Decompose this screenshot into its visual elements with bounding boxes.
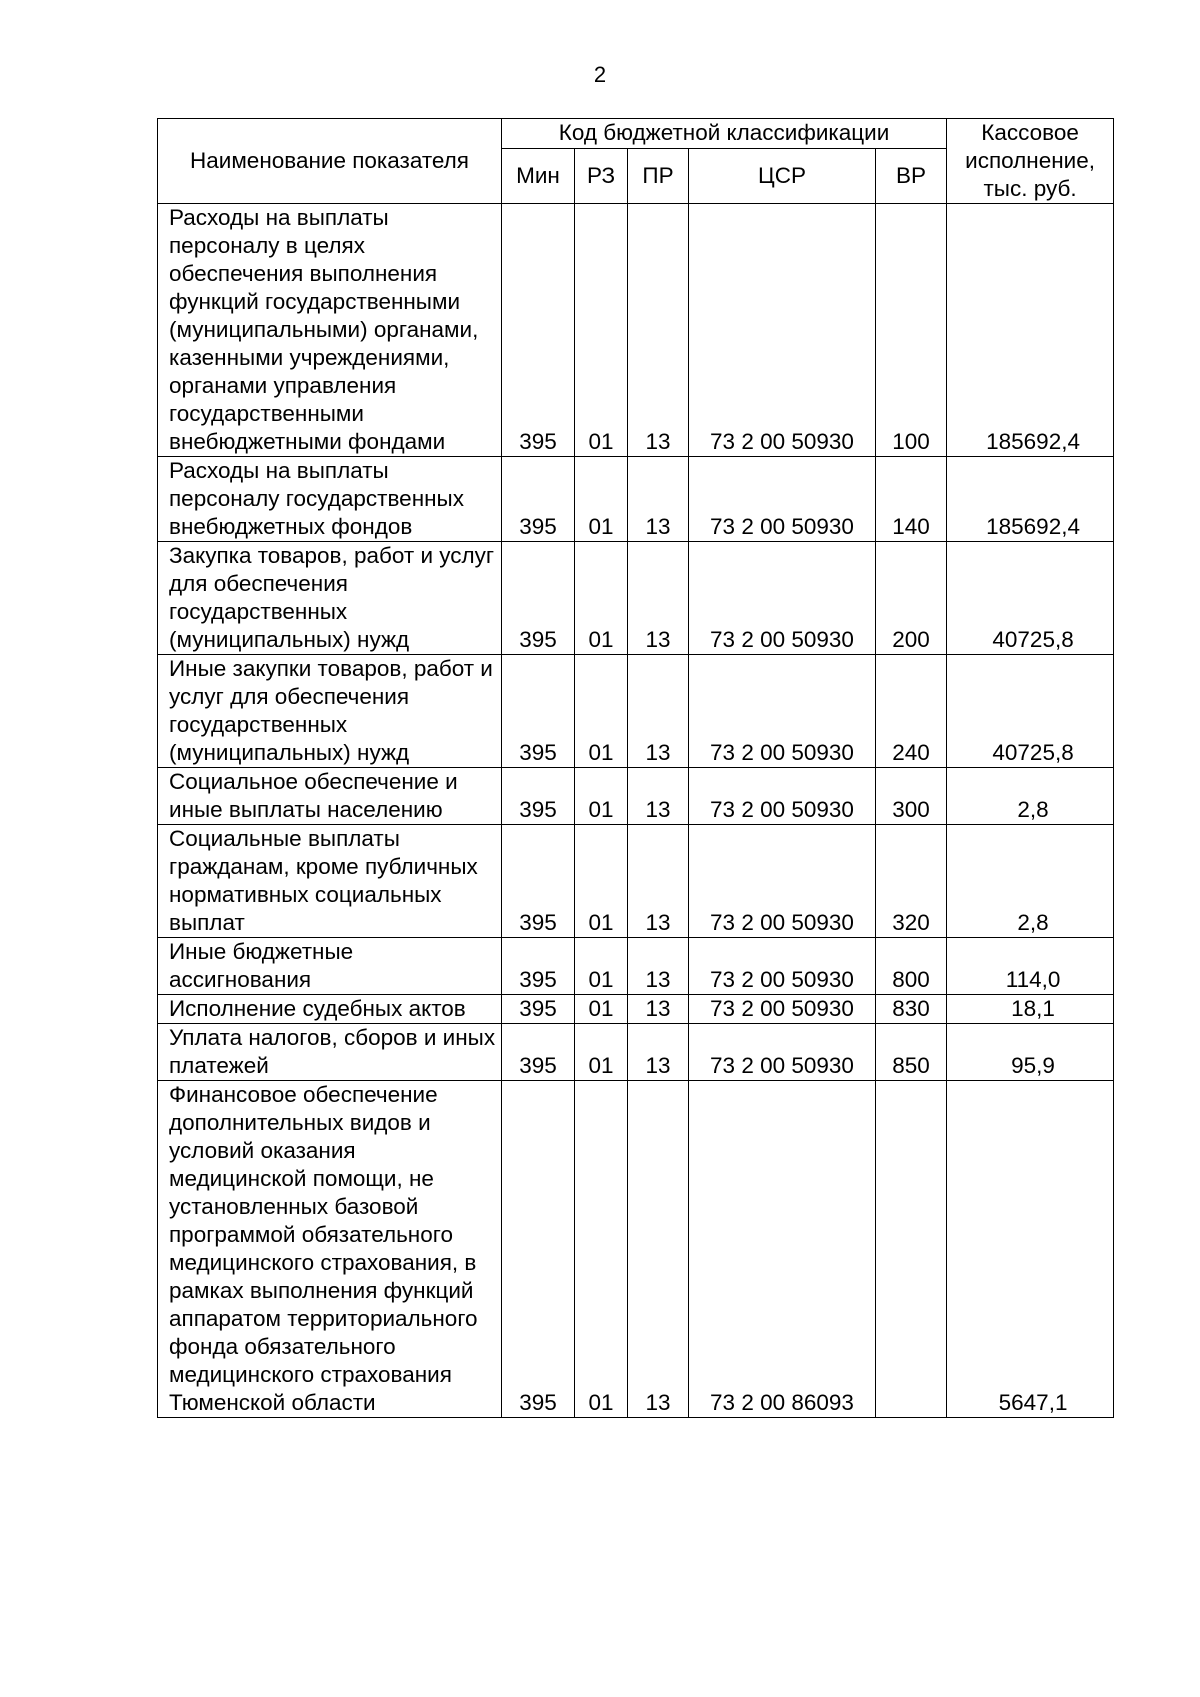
cell-csr: 73 2 00 50930 <box>689 768 876 825</box>
cell-csr: 73 2 00 50930 <box>689 655 876 768</box>
header-vr: ВР <box>876 148 947 203</box>
cell-pr: 13 <box>628 938 689 995</box>
table-row <box>158 457 1114 542</box>
cell-amount: 2,8 <box>947 825 1114 938</box>
cell-rz: 01 <box>575 457 628 542</box>
cell-csr: 73 2 00 50930 <box>689 204 876 457</box>
table-row <box>158 655 1114 768</box>
cell-rz: 01 <box>575 655 628 768</box>
cell-vr: 800 <box>876 938 947 995</box>
cell-pr: 13 <box>628 542 689 655</box>
cell-pr: 13 <box>628 768 689 825</box>
cell-rz: 01 <box>575 1081 628 1418</box>
table-row <box>158 1081 1114 1418</box>
cell-min: 395 <box>502 1024 575 1081</box>
cell-vr: 830 <box>876 995 947 1024</box>
cell-amount: 95,9 <box>947 1024 1114 1081</box>
cell-amount: 40725,8 <box>947 542 1114 655</box>
cell-pr: 13 <box>628 995 689 1024</box>
cell-csr: 73 2 00 86093 <box>689 1081 876 1418</box>
table-row <box>158 542 1114 655</box>
header-csr: ЦСР <box>689 148 876 203</box>
cell-name: Закупка товаров, работ и услуг для обеспечения государственных (муниципальных) нужд <box>158 542 502 655</box>
cell-rz: 01 <box>575 542 628 655</box>
header-amount: Кассовое исполнение, тыс. руб. <box>947 119 1114 204</box>
table-header <box>158 119 1114 204</box>
cell-rz: 01 <box>575 204 628 457</box>
cell-csr: 73 2 00 50930 <box>689 457 876 542</box>
table-row <box>158 204 1114 457</box>
cell-rz: 01 <box>575 995 628 1024</box>
cell-csr: 73 2 00 50930 <box>689 938 876 995</box>
cell-amount: 185692,4 <box>947 457 1114 542</box>
cell-pr: 13 <box>628 655 689 768</box>
cell-min: 395 <box>502 457 575 542</box>
cell-csr: 73 2 00 50930 <box>689 1024 876 1081</box>
budget-table <box>157 118 1114 1418</box>
cell-amount: 185692,4 <box>947 204 1114 457</box>
cell-name: Финансовое обеспечение дополнительных видов и условий оказания медицинской помощи, не установленных базовой программой обязательного медицинского страхования, в рамках выполнения функций аппаратом территориального фонда обязательного медицинского страхования Тюменской области <box>158 1081 502 1418</box>
cell-vr: 200 <box>876 542 947 655</box>
cell-csr: 73 2 00 50930 <box>689 825 876 938</box>
table-body <box>158 204 1114 1418</box>
table-row <box>158 768 1114 825</box>
cell-min: 395 <box>502 825 575 938</box>
cell-amount: 2,8 <box>947 768 1114 825</box>
cell-min: 395 <box>502 995 575 1024</box>
cell-name: Расходы на выплаты персоналу государственных внебюджетных фондов <box>158 457 502 542</box>
cell-vr: 850 <box>876 1024 947 1081</box>
header-name: Наименование показателя <box>158 119 502 204</box>
header-rz: РЗ <box>575 148 628 203</box>
cell-csr: 73 2 00 50930 <box>689 995 876 1024</box>
cell-vr <box>876 1081 947 1418</box>
cell-pr: 13 <box>628 1081 689 1418</box>
header-code-group: Код бюджетной классификации <box>502 119 947 149</box>
cell-name: Иные бюджетные ассигнования <box>158 938 502 995</box>
cell-min: 395 <box>502 204 575 457</box>
cell-name: Расходы на выплаты персоналу в целях обеспечения выполнения функций государственными (муниципальными) органами, казенными учреждениями, органами управления государственными внебюджетными фондами <box>158 204 502 457</box>
cell-rz: 01 <box>575 825 628 938</box>
cell-name: Исполнение судебных актов <box>158 995 502 1024</box>
cell-vr: 100 <box>876 204 947 457</box>
cell-min: 395 <box>502 1081 575 1418</box>
cell-name: Иные закупки товаров, работ и услуг для обеспечения государственных (муниципальных) нужд <box>158 655 502 768</box>
cell-pr: 13 <box>628 1024 689 1081</box>
cell-vr: 140 <box>876 457 947 542</box>
cell-amount: 114,0 <box>947 938 1114 995</box>
header-pr: ПР <box>628 148 689 203</box>
cell-rz: 01 <box>575 1024 628 1081</box>
page-number: 2 <box>593 62 607 87</box>
cell-pr: 13 <box>628 457 689 542</box>
cell-amount: 40725,8 <box>947 655 1114 768</box>
cell-pr: 13 <box>628 825 689 938</box>
table-row <box>158 938 1114 995</box>
cell-name: Социальные выплаты гражданам, кроме публичных нормативных социальных выплат <box>158 825 502 938</box>
cell-min: 395 <box>502 768 575 825</box>
cell-min: 395 <box>502 938 575 995</box>
cell-rz: 01 <box>575 938 628 995</box>
table-row <box>158 825 1114 938</box>
cell-amount: 5647,1 <box>947 1081 1114 1418</box>
cell-name: Уплата налогов, сборов и иных платежей <box>158 1024 502 1081</box>
cell-min: 395 <box>502 655 575 768</box>
cell-amount: 18,1 <box>947 995 1114 1024</box>
cell-min: 395 <box>502 542 575 655</box>
cell-vr: 240 <box>876 655 947 768</box>
table-row <box>158 995 1114 1024</box>
cell-vr: 300 <box>876 768 947 825</box>
cell-name: Социальное обеспечение и иные выплаты населению <box>158 768 502 825</box>
header-min: Мин <box>502 148 575 203</box>
cell-csr: 73 2 00 50930 <box>689 542 876 655</box>
table-row <box>158 1024 1114 1081</box>
cell-vr: 320 <box>876 825 947 938</box>
cell-pr: 13 <box>628 204 689 457</box>
cell-rz: 01 <box>575 768 628 825</box>
